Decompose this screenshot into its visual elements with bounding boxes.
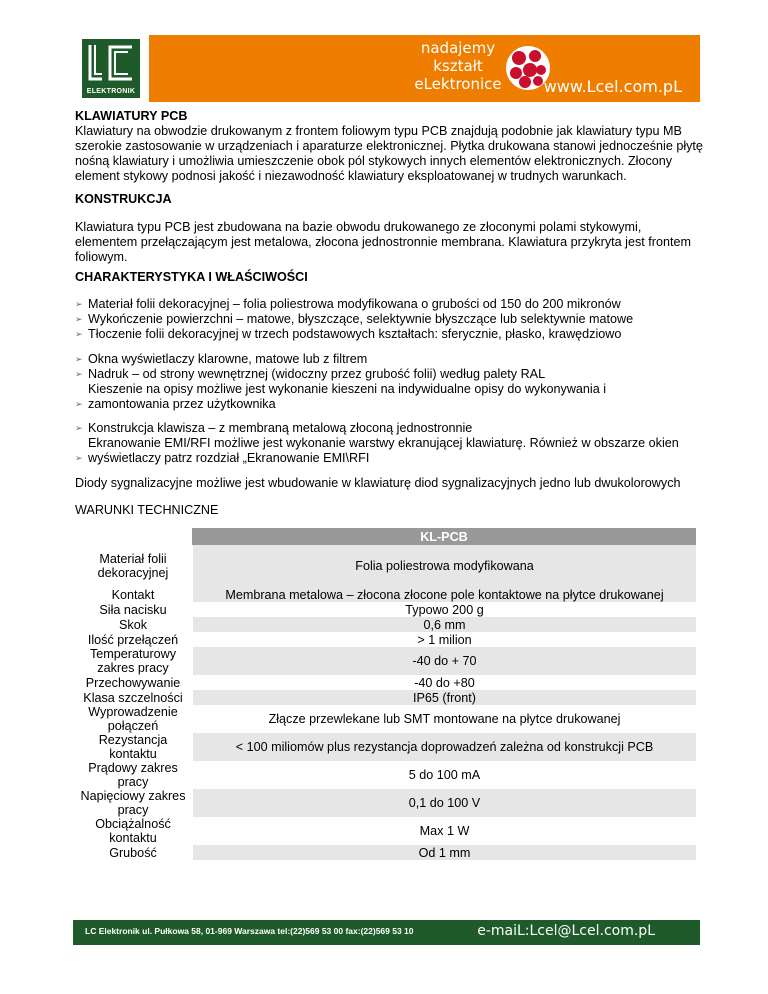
row-value: -40 do + 70 (192, 647, 696, 675)
row-value: -40 do +80 (192, 675, 696, 690)
row-value: Typowo 200 g (192, 602, 696, 617)
row-value: > 1 milion (192, 632, 696, 647)
arrow-icon: ➢ (75, 299, 83, 309)
table-row (75, 845, 696, 860)
row-value: Od 1 mm (192, 845, 696, 860)
arrow-icon: ➢ (75, 314, 83, 324)
arrow-icon: ➢ (75, 423, 83, 433)
row-label: Wyprowadzenie połączeń (88, 705, 178, 733)
tech-table (75, 528, 696, 860)
logo-emblem (82, 39, 140, 98)
logo-text: ELEKTRONIK (86, 88, 136, 95)
row-label: Kontakt (111, 587, 155, 602)
feature-list-2 (75, 352, 705, 412)
table-row (75, 545, 696, 587)
row-label: Grubość (109, 845, 157, 860)
row-value: IP65 (front) (192, 690, 696, 705)
tech-title: WARUNKI TECHNICZNE (75, 503, 219, 517)
table-row (75, 733, 696, 761)
row-label: Ilość przełączeń (87, 632, 179, 647)
arrow-icon: ➢ (75, 354, 83, 364)
arrow-icon: ➢ (75, 329, 83, 339)
table-row (75, 632, 696, 647)
footer-address: LC Elektronik ul. Pułkowa 58, 01-969 Warszawa tel:(22)569 53 00 fax:(22)569 53 10 (85, 926, 414, 936)
slogan-line: kształt (433, 57, 483, 75)
lc-logo-icon (82, 39, 140, 87)
row-value: Folia poliestrowa modyfikowana (192, 545, 696, 587)
intro-title: KLAWIATURY PCB (75, 109, 188, 123)
list-item: ➢ Nadruk – od strony wewnętrznej (widoczny przez grubość folii) według palety RAL (75, 367, 546, 381)
row-label: Napięciowy zakres pracy (80, 789, 186, 817)
website-url[interactable]: www.Lcel.com.pL (543, 77, 682, 96)
list-item: ➢ Tłoczenie folii dekoracyjnej w trzech podstawowych kształtach: sferycznie, płasko, krawędziowo (75, 327, 622, 341)
header-banner (73, 35, 700, 102)
arrow-icon: ➢ (75, 453, 83, 463)
row-label: Klasa szczelności (83, 690, 183, 705)
row-value: Membrana metalowa – złocona złocone pole kontaktowe na płytce drukowanej (192, 587, 696, 602)
intro-text: Klawiatury na obwodzie drukowanym z frontem foliowym typu PCB znajdują podobnie jak klawiatury typu MB szerokie zastosowanie w urządzeniach i aparaturze elektronicznej. Płytka drukowana stanowi jednocześnie płytę nośną klawiatury i umożliwia umieszczenie obok pól stykowych innych elementów elektronicznych. Złocony element stykowy podnosi jakość i niezawodność klawiatury eksploatowanej w trudnych warunkach. (75, 124, 703, 183)
table-row (75, 690, 696, 705)
column-header: KL-PCB (192, 528, 696, 545)
table-row (75, 789, 696, 817)
table-row (75, 602, 696, 617)
list-item: ➢ Wykończenie powierzchni – matowe, błyszczące, selektywnie błyszczące lub selektywnie matowe (75, 312, 634, 326)
list-item: ➢ zamontowania przez użytkownika (75, 397, 276, 411)
row-value: 0,1 do 100 V (192, 789, 696, 817)
table-row (75, 647, 696, 675)
table-row (75, 675, 696, 690)
footer-email[interactable]: e-maiL:Lcel@Lcel.com.pL (477, 923, 655, 939)
row-label: Skok (119, 617, 147, 632)
list-item: ➢ Materiał folii dekoracyjnej – folia poliestrowa modyfikowana o grubości od 150 do 200 mikronów (75, 297, 621, 311)
list-item: Ekranowanie EMI/RFI możliwe jest wykonanie warstwy ekranującej klawiaturę. Również w obszarze okien (88, 436, 679, 450)
list-item: Kieszenie na opisy możliwe jest wykonanie kieszeni na indywidualne opisy do wykonywania i (88, 382, 607, 396)
table-row (75, 817, 696, 845)
slogan-line: eLektronice (414, 75, 502, 93)
table-row (75, 617, 696, 632)
table-row (75, 705, 696, 733)
row-value: Złącze przewlekane lub SMT montowane na płytce drukowanej (192, 705, 696, 733)
row-label: Przechowywanie (85, 675, 181, 690)
row-label: Obciążalność kontaktu (95, 817, 171, 845)
slogan (403, 39, 513, 93)
list-item: ➢ wyświetlaczy patrz rozdział „Ekranowanie EMI\RFI (75, 451, 370, 465)
row-value: 5 do 100 mA (192, 761, 696, 789)
list-item: ➢ Konstrukcja klawisza – z membraną metalową złoconą jednostronnie (75, 421, 473, 435)
footer (73, 920, 700, 945)
row-value: Max 1 W (192, 817, 696, 845)
arrow-icon: ➢ (75, 369, 83, 379)
row-label: Temperaturowy zakres pracy (89, 647, 177, 675)
row-value: 0,6 mm (192, 617, 696, 632)
feature-list-3 (75, 421, 705, 466)
table-row (75, 587, 696, 602)
table-row (75, 761, 696, 789)
arrow-icon: ➢ (75, 399, 83, 409)
slogan-line: nadajemy (420, 39, 496, 57)
list-item: ➢ Okna wyświetlaczy klarowne, matowe lub z filtrem (75, 352, 368, 366)
logo (73, 35, 149, 102)
row-label: Prądowy zakres pracy (88, 761, 178, 789)
row-value: < 100 miliomów plus rezystancja doprowadzeń zależna od konstrukcji PCB (192, 733, 696, 761)
feature-list-1 (75, 297, 705, 342)
row-label: Materiał folii dekoracyjnej (97, 552, 169, 580)
construction-title: KONSTRUKCJA (75, 192, 172, 206)
construction-text: Klawiatura typu PCB jest zbudowana na bazie obwodu drukowanego ze złoconymi polami stykowymi, elementem przełączającym jest metalowa, złocona jednostronnie membrana. Klawiatura przykryta jest frontem foliowym. (75, 220, 691, 264)
features-title: CHARAKTERYSTYKA I WŁAŚCIWOŚCI (75, 270, 308, 284)
diodes-text: Diody sygnalizacyjne możliwe jest wbudowanie w klawiaturę diod sygnalizacyjnych jedno lub dwukolorowych (75, 476, 681, 490)
row-label: Rezystancja kontaktu (98, 733, 168, 761)
row-label: Siła nacisku (99, 602, 167, 617)
